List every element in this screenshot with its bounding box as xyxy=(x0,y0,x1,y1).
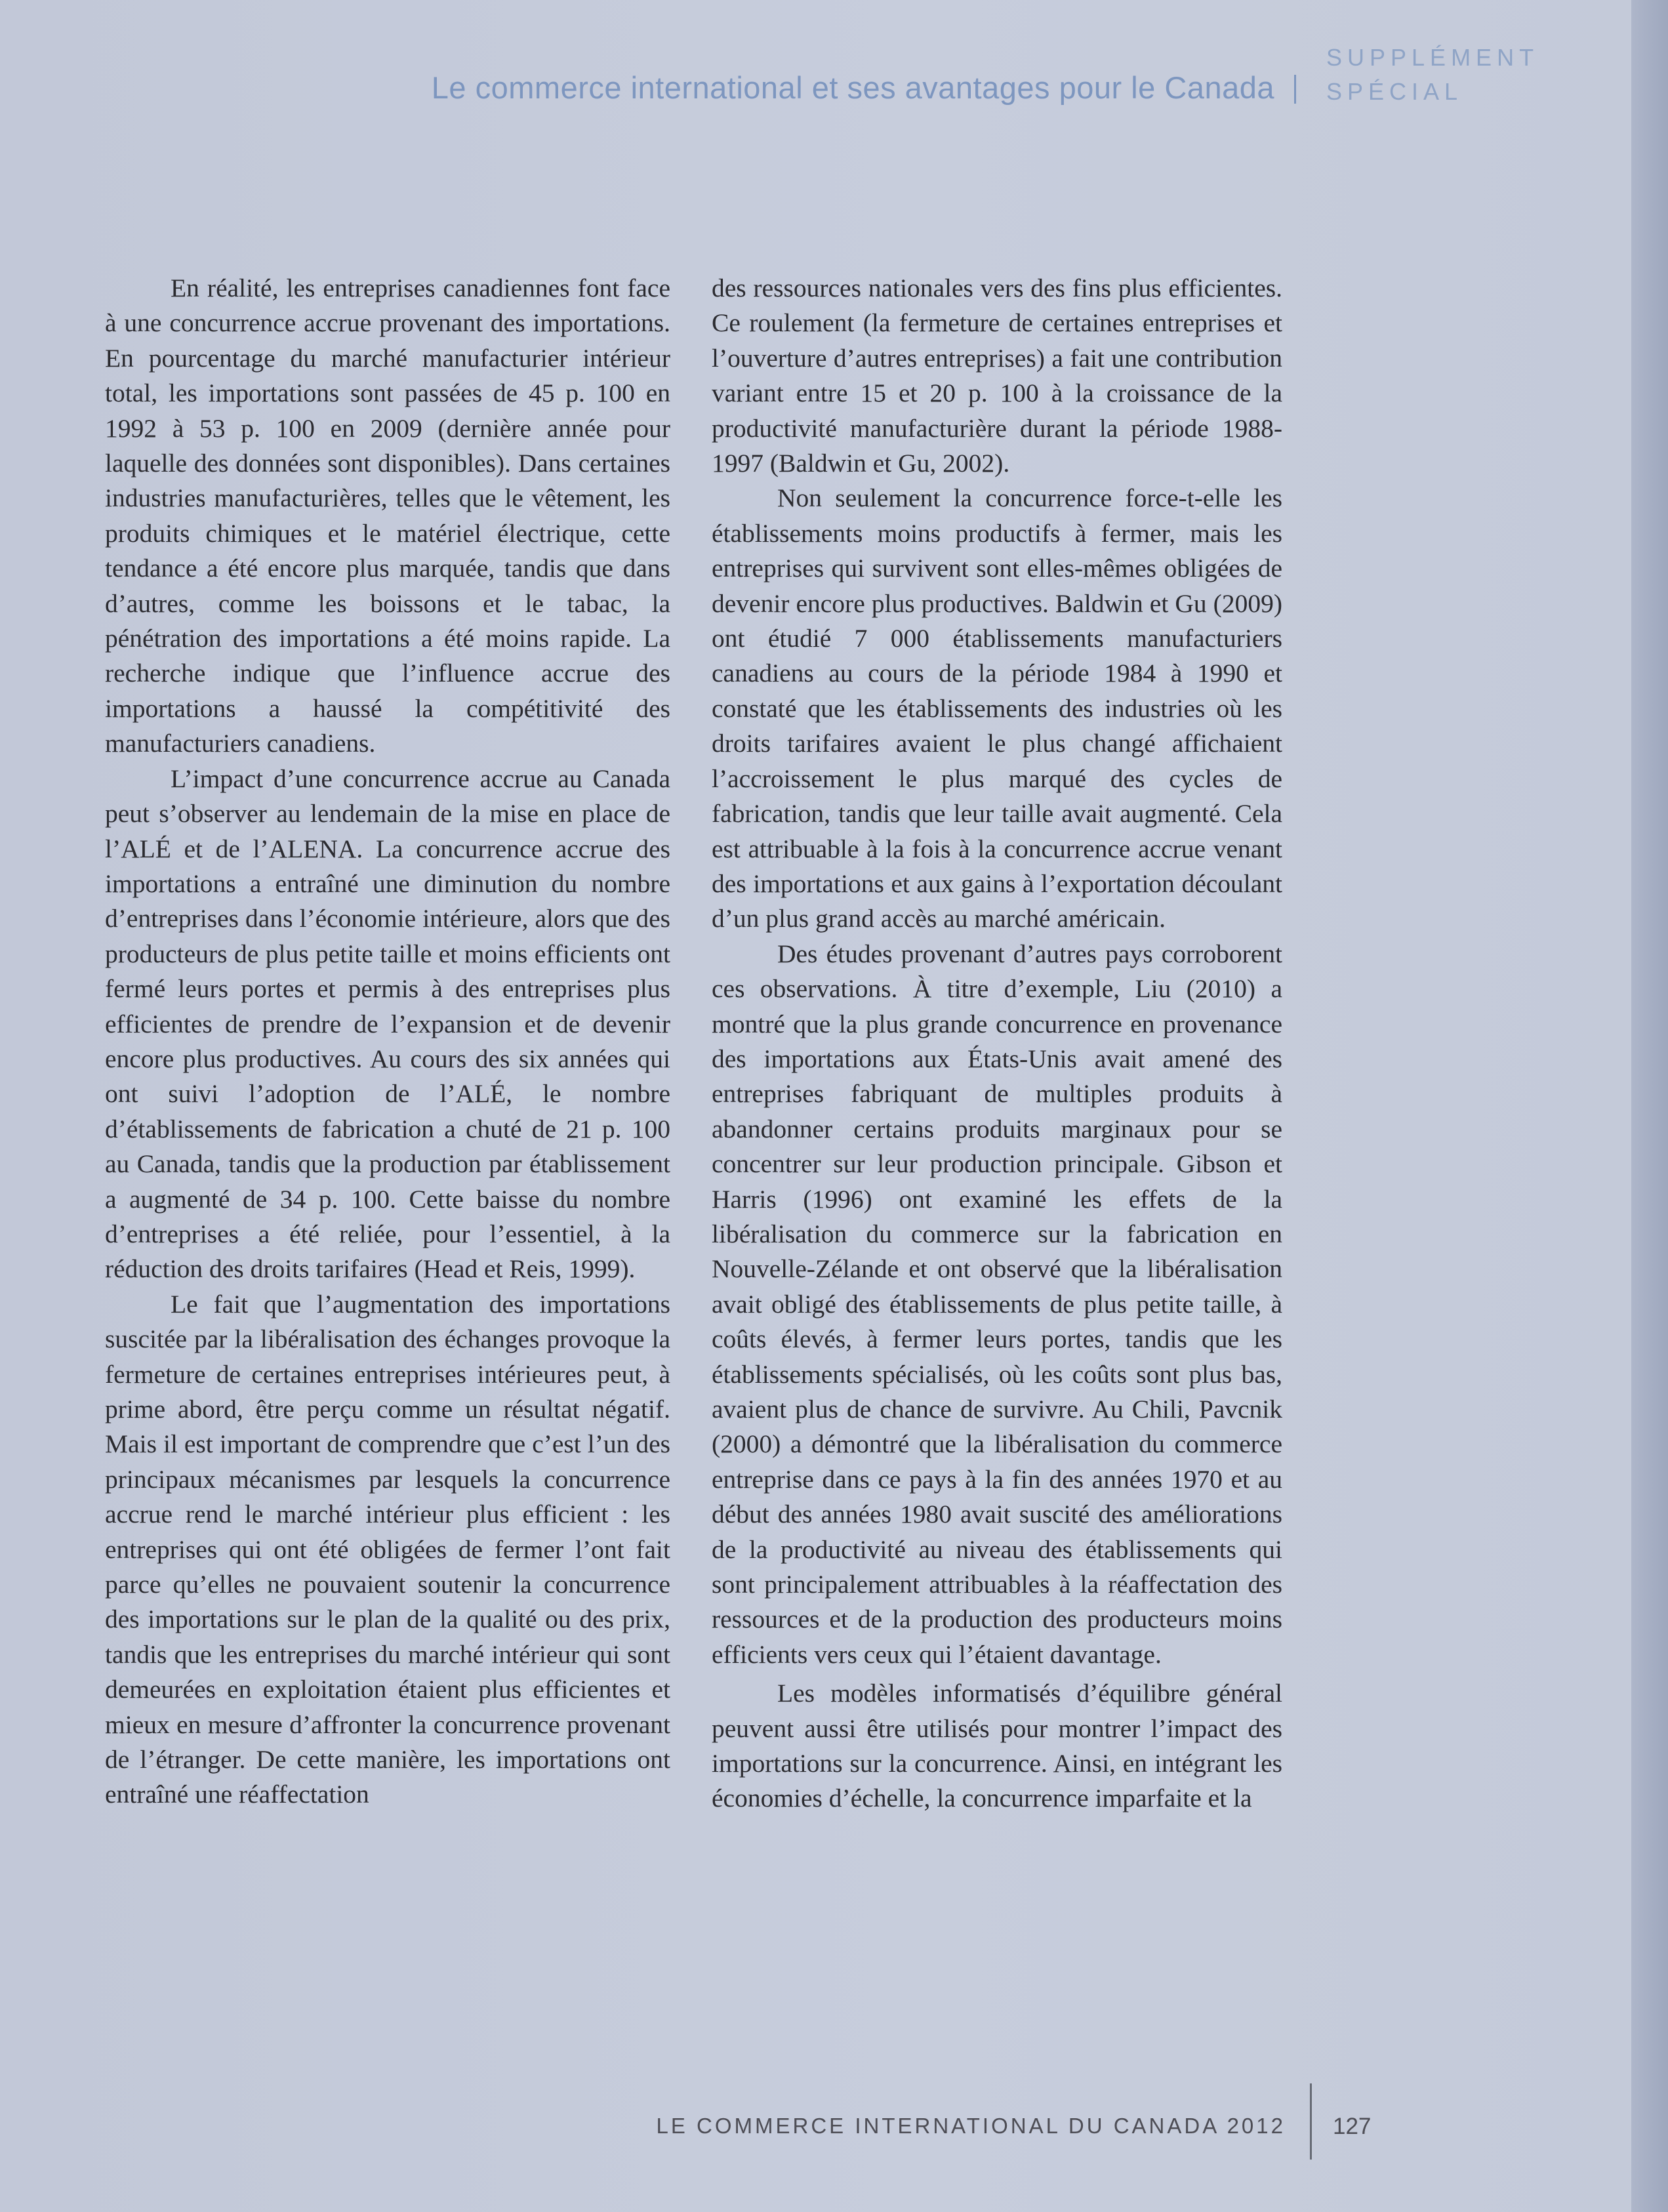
page-edge-shadow xyxy=(1631,0,1668,2212)
supplement-tag-line2: SPÉCIAL xyxy=(1326,78,1463,105)
body-paragraph: Des études provenant d’autres pays corroborent ces observations. À titre d’exemple, Liu (2010) a montré que la plus grande concurrence en provenance des importations aux États-Unis avait amené des entreprises fabriquant de multiples produits à abandonner certains produits marginaux pour se concentrer sur leur production principale. Gibson et Harris (1996) ont examiné les effets de la libéralisation du commerce sur la fabrication en Nouvelle-Zélande et ont observé que la libéralisation avait obligé des établissements de plus petite taille, à coûts élevés, à fermer leurs portes, tandis que les établissements spécialisés, où les coûts sont plus bas, avaient plus de chance de survivre. Au Chili, Pavcnik (2000) a démontré que la libéralisation du commerce entreprise dans ce pays à la fin des années 1970 et au début des années 1980 avait suscité des améliorations de la productivité au niveau des établissements qui sont principalement attribuables à la réaffectation des ressources et de la production des producteurs moins efficients vers ceux qui l’étaient davantage. xyxy=(712,939,1282,1669)
body-paragraph: En réalité, les entreprises canadiennes font face à une concurrence accrue provenant des importations. En pourcentage du marché manufacturier intérieur total, les importations sont passées de 45 p. 100 en 1992 à 53 p. 100 en 2009 (dernière année pour laquelle des données sont disponibles). Dans certaines industries manufacturières, telles que le vêtement, les produits chimiques et le matériel électrique, cette tendance a été encore plus marquée, tandis que dans d’autres, comme les boissons et le tabac, la pénétration des importations a été moins rapide. La recherche indique que l’influence accrue des importations a haussé la compétitivité des manufacturiers canadiens. xyxy=(105,274,670,758)
body-paragraph: L’impact d’une concurrence accrue au Canada peut s’observer au lendemain de la mise en place de l’ALÉ et de l’ALENA. La concurrence accrue des importations a entraîné une diminution du nombre d’entreprises dans l’économie intérieure, alors que des producteurs de plus petite taille et moins efficients ont fermé leurs portes et permis à des entreprises plus efficientes de prendre de l’expansion et de devenir encore plus productives. Au cours des six années qui ont suivi l’adoption de l’ALÉ, le nombre d’établissements de fabrication a chuté de 21 p. 100 au Canada, tandis que la production par établissement a augmenté de 34 p. 100. Cette baisse du nombre d’entreprises a été reliée, pour l’essentiel, à la réduction des droits tarifaires (Head et Reis, 1999). xyxy=(105,764,670,1284)
body-paragraph-continued: des ressources nationales vers des fins plus efficientes. Ce roulement (la fermeture de certaines entreprises et l’ouverture d’autres entreprises) a fait une contribution variant entre 15 et 20 p. 100 à la croissance de la productivité manufacturière durant la période 1988-1997 (Baldwin et Gu, 2002). xyxy=(712,274,1282,478)
right-text-column xyxy=(712,271,1282,1816)
footer-divider xyxy=(1310,2083,1312,2160)
left-text-column xyxy=(105,271,670,1813)
running-footer xyxy=(0,2107,1668,2153)
page-number: 127 xyxy=(1333,2114,1372,2139)
running-header xyxy=(0,39,1668,112)
body-paragraph: Les modèles informatisés d’équilibre général peuvent aussi être utilisés pour montrer l’impact des importations sur la concurrence. Ainsi, en intégrant les économies d’échelle, la concurrence imparfaite et la xyxy=(712,1679,1282,1813)
footer-publication-title: LE COMMERCE INTERNATIONAL DU CANADA 2012 xyxy=(656,2114,1286,2138)
body-paragraph: Non seulement la concurrence force-t-elle les établissements moins productifs à fermer, mais les entreprises qui survivent sont elles-mêmes obligées de devenir encore plus productives. Baldwin et Gu (2009) ont étudié 7 000 établissements manufacturiers canadiens au cours de la période 1984 à 1990 et constaté que les établissements des industries où les droits tarifaires avaient le plus changé affichaient l’accroissement le plus marqué des cycles de fabrication, tandis que leur taille avait augmenté. Cela est attribuable à la fois à la concurrence accrue venant des importations et aux gains à l’exportation découlant d’un plus grand accès au marché américain. xyxy=(712,483,1282,933)
body-paragraph: Le fait que l’augmentation des importations suscitée par la libéralisation des échanges provoque la fermeture de certaines entreprises intérieures peut, à prime abord, être perçu comme un résultat négatif. Mais il est important de comprendre que c’est l’un des principaux mécanismes par lesquels la concurrence accrue rend le marché intérieur plus efficient : les entreprises qui ont été obligées de fermer l’ont fait parce qu’elles ne pouvaient soutenir la concurrence des importations sur le plan de la qualité ou des prix, tandis que les entreprises du marché intérieur qui sont demeurées en exploitation étaient plus efficientes et mieux en mesure d’affronter la concurrence provenant de l’étranger. De cette manière, les importations ont entraîné une réaffectation xyxy=(105,1289,670,1809)
header-divider xyxy=(1294,75,1296,104)
supplement-tag xyxy=(1326,41,1539,109)
header-title: Le commerce international et ses avantages pour le Canada xyxy=(431,70,1274,105)
supplement-tag-line1: SUPPLÉMENT xyxy=(1326,44,1539,71)
